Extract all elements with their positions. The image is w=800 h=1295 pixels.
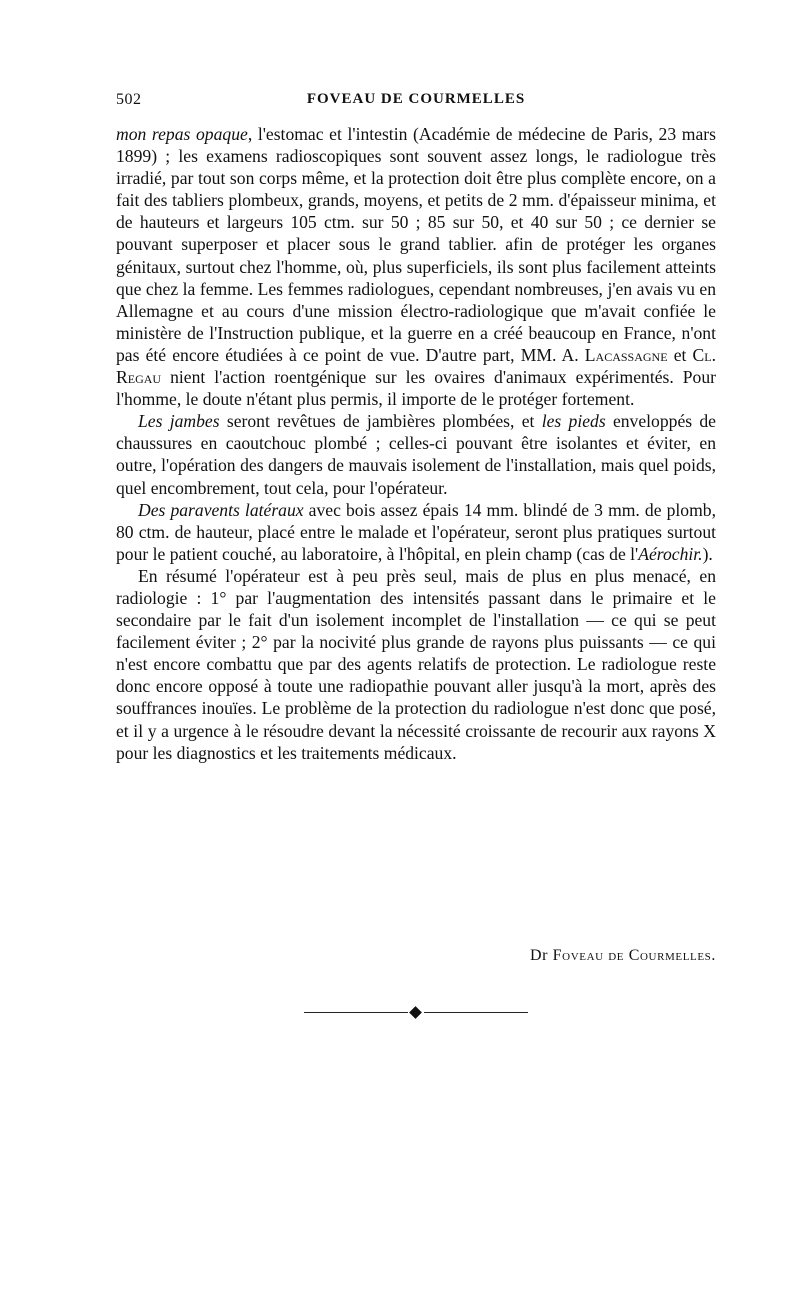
- text-segment: En résumé l'opérateur est à peu près seul, mais de plus en plus menacé, en radiologie : 1° par l'augmentation des intensités passant dans le primaire et le secondaire par le fait d'un isolement incomplet de l'installation — ce qui se peut facilement éviter ; 2° par la nocivité plus grande de rayons plus puissants — ce qui n'est encore combattu que par des agents relatifs de protection. Le radiologue reste donc encore opposé à toute une radiopathie pouvant aller jusqu'à la mort, après des souffrances inouïes. Le problème de la protection du radiologue n'est donc que posé, et il y a urgence à le résoudre devant la nécessité croissante de recourir aux rayons X pour les diagnostics et les traitements médicaux.: [116, 565, 716, 763]
- diamond-icon: [409, 1006, 422, 1019]
- end-ornament: [304, 1006, 528, 1020]
- ornament-rule-right: [424, 1012, 528, 1013]
- text-segment: Des paravents latéraux: [138, 499, 304, 520]
- ornament-rule-left: [304, 1012, 408, 1013]
- text-segment: nient l'action roentgénique sur les ovaires d'animaux expérimentés. Pour l'homme, le doute n'étant plus permis, il importe de le protéger fortement.: [116, 367, 716, 410]
- running-head: [116, 91, 716, 113]
- article-body: [116, 123, 716, 764]
- author-signature: [530, 947, 716, 965]
- text-segment: avec bois assez épais 14 mm. blindé de 3 mm. de plomb, 80 ctm. de hauteur, placé entre le malade et l'opérateur, seront plus pratiques surtout pour le patient couché, au laboratoire, à l'hôpital, en plein champ (cas de l': [116, 499, 716, 564]
- signature-prefix: Dr: [529, 947, 549, 964]
- paragraph: [116, 565, 716, 764]
- paragraph: [116, 123, 716, 410]
- text-segment: mon repas opaque: [116, 124, 248, 144]
- text-segment: Cl. Regau: [116, 344, 716, 388]
- text-segment: seront revêtues de jambières plombées, et: [219, 411, 542, 432]
- page-number: 502: [116, 91, 142, 108]
- text-segment: Les jambes: [138, 411, 220, 432]
- paragraph: [116, 499, 716, 565]
- text-segment: ).: [702, 543, 713, 564]
- running-title: FOVEAU DE COURMELLES: [306, 91, 526, 107]
- text-segment: Aérochir.: [638, 543, 703, 564]
- paragraph: [116, 410, 716, 498]
- text-segment: enveloppés de chaussures en caoutchouc plombé ; celles-ci pouvant être isolantes et éviter, en outre, l'opération des dangers de mauvais isolement de l'installation, mais quel poids, quel encombrement, tout cela, pour l'opérateur.: [116, 411, 716, 498]
- text-segment: Lacassagne: [584, 344, 668, 365]
- text-segment: les pieds: [541, 411, 606, 432]
- text-segment: et: [667, 344, 693, 365]
- signature-name: Foveau de Courmelles.: [552, 947, 716, 964]
- text-segment: , l'estomac et l'intestin (Académie de médecine de Paris, 23 mars 1899) ; les examens radioscopiques sont souvent assez longs, le radiologue très irradié, par tout son corps même, et la protection doit être plus complète encore, on a fait des tabliers plombeux, grands, moyens, et petits de 2 mm. d'épaisseur minima, et de hauteurs et largeurs 105 ctm. sur 50 ; 85 sur 50, et 40 sur 50 ; ce dernier se pouvant superposer et placer sous le grand tablier. afin de protéger les organes génitaux, surtout chez l'homme, où, plus superficiels, ils sont plus facilement atteints que chez la femme. Les femmes radiologues, cependant nombreuses, j'en avais vu en Allemagne et au cours d'une mission électro-radiologique que m'avait confiée le ministère de l'Instruction publique, et la guerre en a créé beaucoup en France, n'ont pas été encore étudiées à ce point de vue. D'autre part, MM. A.: [116, 124, 716, 365]
